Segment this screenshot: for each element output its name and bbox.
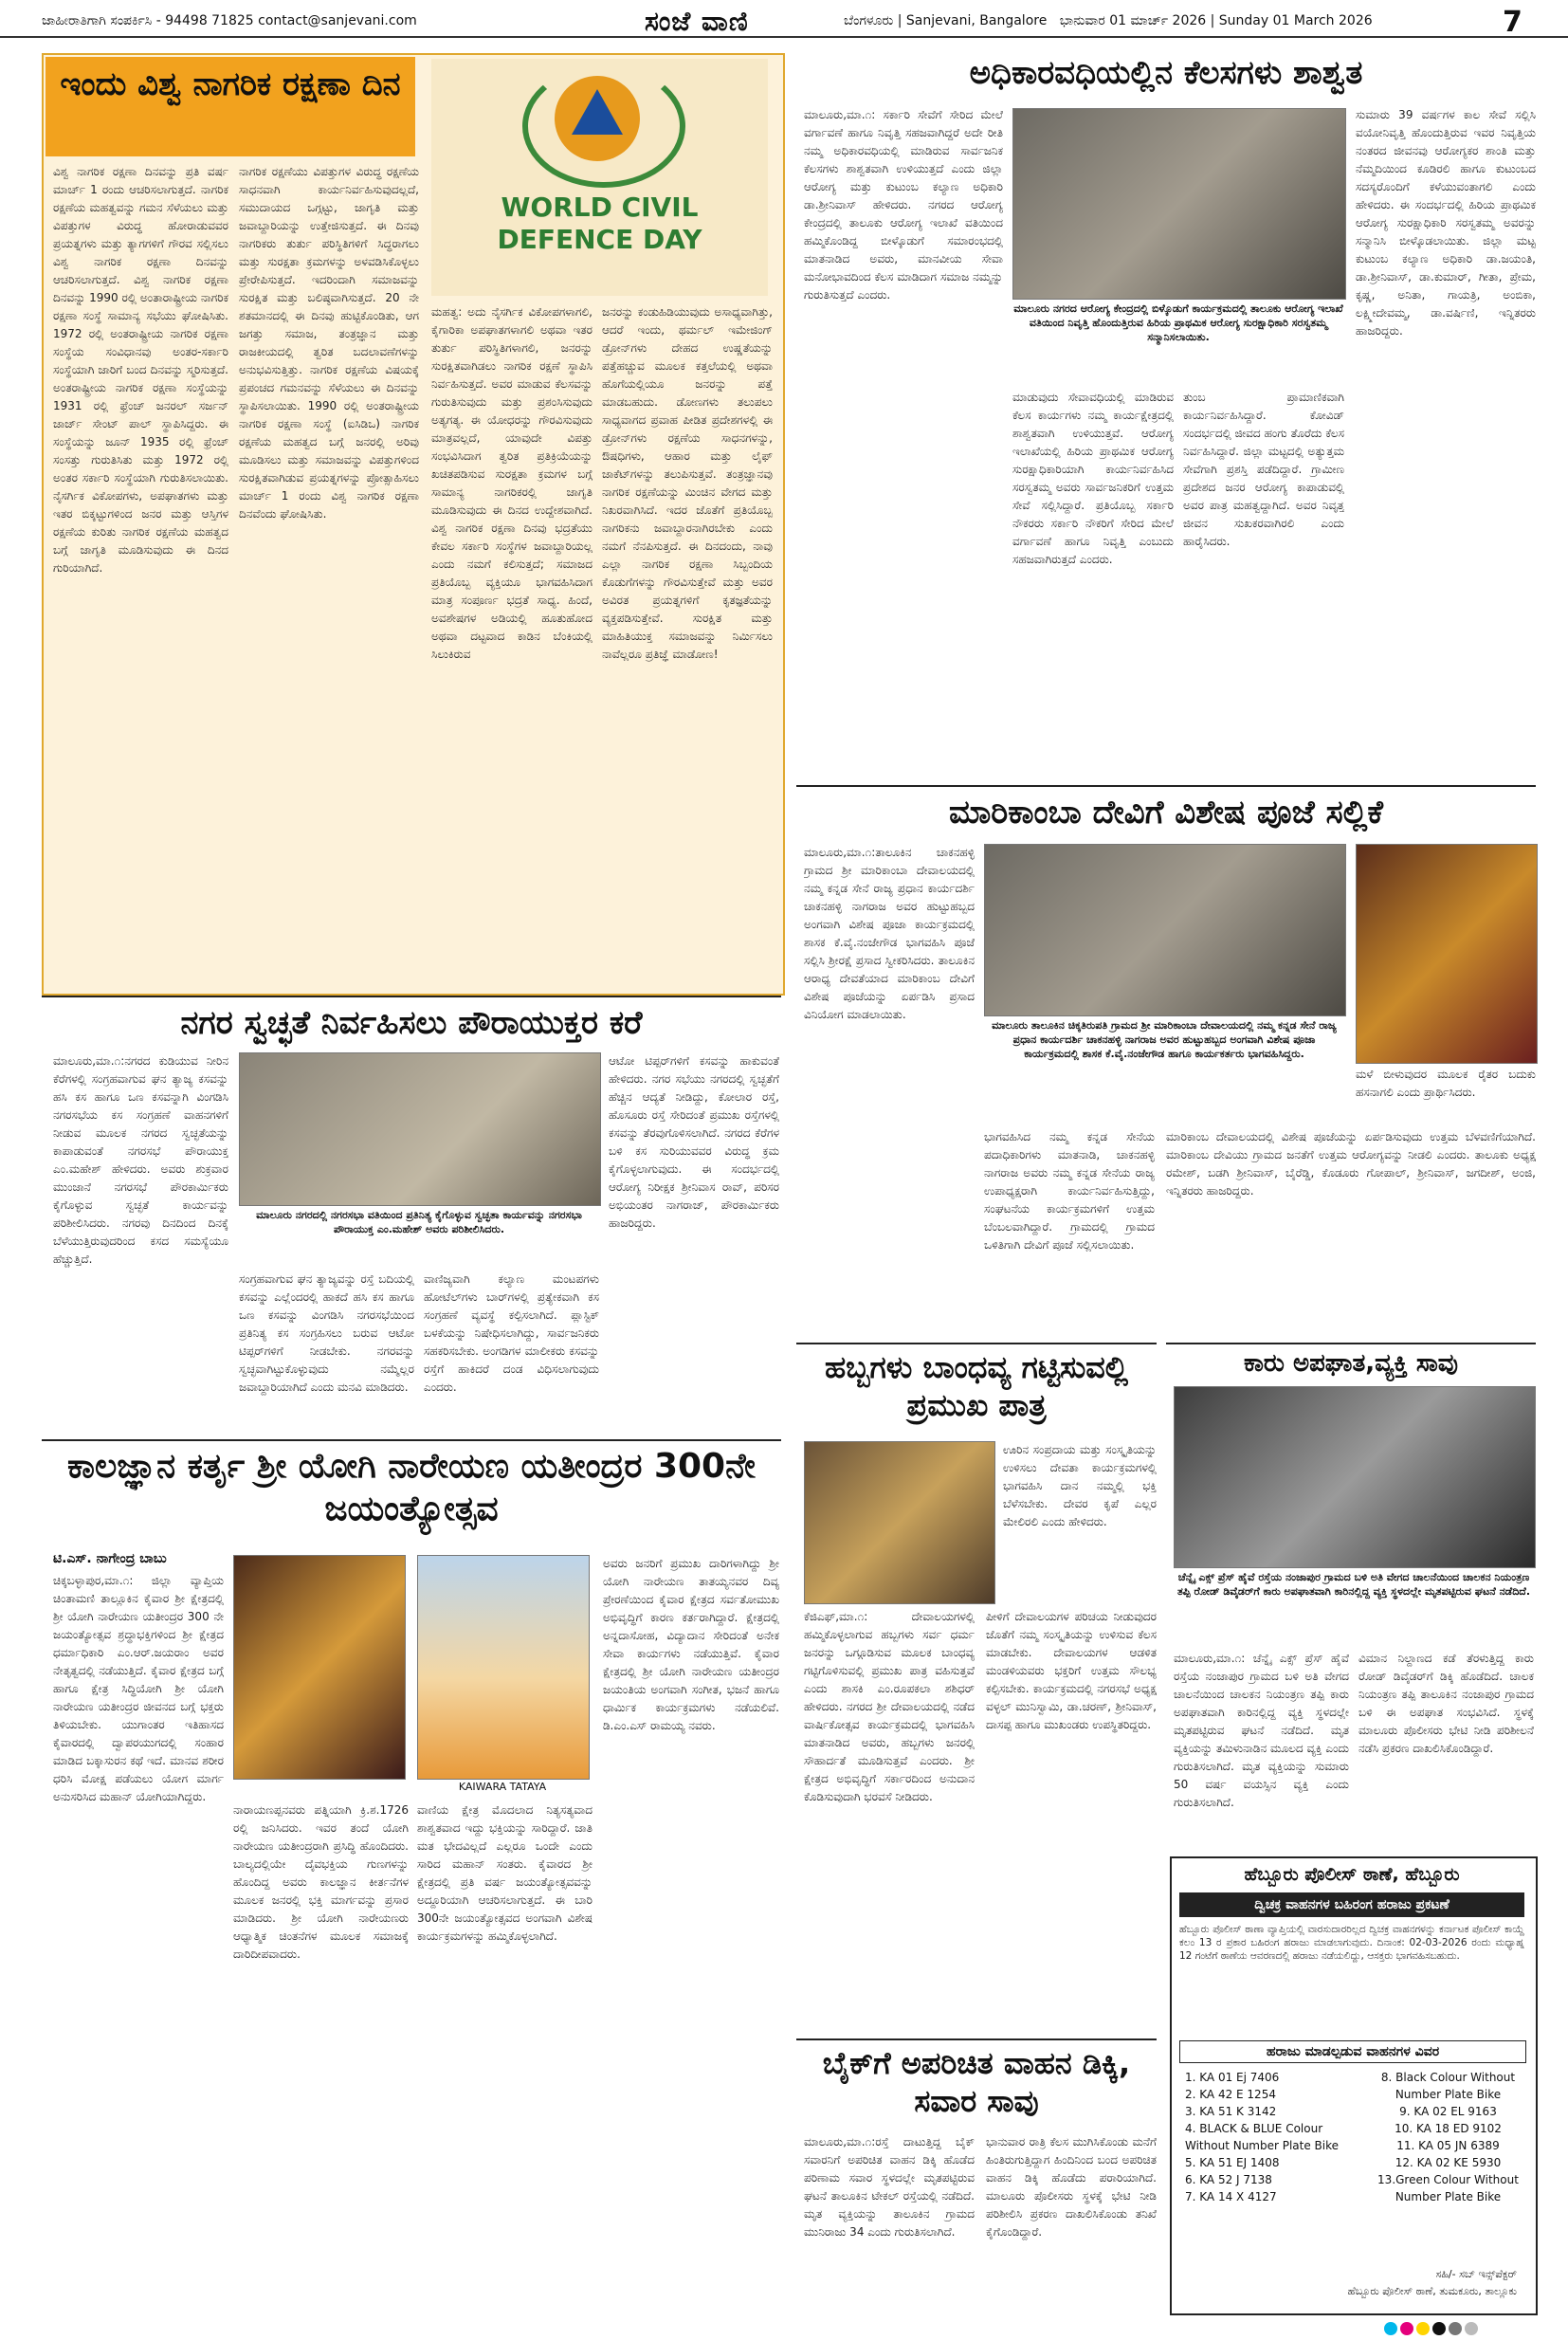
marikamba-col-3: ಮಾರಿಕಾಂಬ ದೇವಾಲಯದಲ್ಲಿ ವಿಶೇಷ ಪೂಜೆಯನ್ನು ಏರ್ಪಡಿಸುವುದು ಉತ್ತಮ ಬೆಳವಣಿಗೆಯಾಗಿದೆ. ಮಾರಿಕಾಂಬ ದೇವಿಯು ಗ್ರಾಮದ ಜನತೆಗೆ ಉತ್ತಮ ಆರೋಗ್ಯವನ್ನು ನೀಡಲಿ ಎಂದರು. ತಾಲೂಕು ಅಧ್ಯಕ್ಷ ರಮೇಶ್, ಬಡಗಿ ಶ್ರೀನಿವಾಸ್, ಬೈರೆಡ್ಡಿ, ಕೊಡೂರು ಗೋಪಾಲ್, ಶ್ರೀನಿವಾಸ್, ಜಗದೀಶ್, ಅಂಜಿ, ಇನ್ನಿತರರು ಹಾಜರಿದ್ದರು. bbox=[1166, 1130, 1536, 1197]
yogi-col-1: ಚಿಕ್ಕಬಳ್ಳಾಪುರ,ಮಾ.೧: ಜಿಲ್ಲಾ ವ್ಯಾಪ್ತಿಯ ಚಿಂತಾಮಣಿ ತಾಲ್ಲೂಕಿನ ಕೈವಾರ ಶ್ರೀ ಕ್ಷೇತ್ರದಲ್ಲಿ ಶ್ರೀ ಯೋಗಿ ನಾರೇಯಣ ಯತೀಂದ್ರರ 300 ನೇ ಜಯಂತ್ಯೋತ್ಸವ ಶ್ರದ್ಧಾಭಕ್ತಿಗಳಿಂದ ಶ್ರೀ ಕ್ಷೇತ್ರದ ಧರ್ಮಾಧಿಕಾರಿ ಎಂ.ಆರ್.ಜಯರಾಂ ಅವರ ನೇತೃತ್ವದಲ್ಲಿ ನಡೆಯುತ್ತಿದೆ. ಕೈವಾರ ಕ್ಷೇತ್ರದ ಬಗ್ಗೆ ಹಾಗೂ ಕ್ಷೇತ್ರ ಸಿದ್ಧಿಯೋಗಿ ಶ್ರೀ ಯೋಗಿ ನಾರೇಯಣ ಯತೀಂದ್ರರ ಜೀವನದ ಬಗ್ಗೆ ಭಕ್ತರು ತಿಳಿಯಬೇಕು. ಯುಗಾಂತರ ಇತಿಹಾಸದ ಕೈವಾರದಲ್ಲಿ ದ್ವಾಪರಯುಗದಲ್ಲಿ ಸಂಹಾರ ಮಾಡಿದ ಬಕ್ಕಾಸುರನ ಕಥೆ ಇದೆ. ಮಾನವ ಶರೀರ ಧರಿಸಿ ಮೋಕ್ಷ ಪಡೆಯಲು ಯೋಗ ಮಾರ್ಗ ಅನುಸರಿಸಿದ ಮಹಾನ್ ಯೋಗಿಯಾಗಿದ್ದರು. bbox=[53, 1574, 224, 1803]
vehicle-item: 10. KA 18 ED 9102 bbox=[1395, 2122, 1502, 2135]
city: ಬೆಂಗಳೂರು | Sanjevani, Bangalore bbox=[844, 13, 1048, 28]
vehicle-item: 7. KA 14 X 4127 bbox=[1185, 2190, 1277, 2203]
sanitation-col-1: ಮಾಲೂರು,ಮಾ.೧:ನಗರದ ಕುಡಿಯುವ ನೀರಿನ ಕೆರೆಗಳಲ್ಲಿ ಸಂಗ್ರಹವಾಗುವ ಘನ ತ್ಯಾಜ್ಯ ಕಸವನ್ನು ಹಸಿ ಕಸ ಹಾಗೂ ಒಣ ಕಸವನ್ನಾಗಿ ವಿಂಗಡಿಸಿ ನಗರಸಭೆಯ ಕಸ ಸಂಗ್ರಹಣೆ ವಾಹನಗಳಿಗೆ ನೀಡುವ ಮೂಲಕ ನಗರದ ಸ್ವಚ್ಛತೆಯನ್ನು ಕಾಪಾಡುವಂತೆ ನಗರಸಭೆ ಪೌರಾಯುಕ್ತ ಎಂ.ಮಹೇಶ್ ಹೇಳಿದರು. ಅವರು ಶುಕ್ರವಾರ ಮುಂಜಾನೆ ನಗರಸಭೆ ಪೌರಕಾರ್ಮಿಕರು ಕೈಗೊಳ್ಳುವ ಸ್ವಚ್ಛತೆ ಕಾರ್ಯವನ್ನು ಪರಿಶೀಲಿಸಿದರು. ನಗರವು ದಿನದಿಂದ ದಿನಕ್ಕೆ ಬೆಳೆಯುತ್ತಿರುವುದರಿಂದ ಕಸದ ಸಮಸ್ಯೆಯೂ ಹೆಚ್ಚುತ್ತಿದೆ. bbox=[53, 1054, 228, 1266]
car-accident-photo bbox=[1174, 1386, 1536, 1568]
authority-headline: ಅಧಿಕಾರವಧಿಯಲ್ಲಿನ ಕೆಲಸಗಳು ಶಾಶ್ವತ bbox=[969, 54, 1363, 92]
vehicle-item: 9. KA 02 EL 9163 bbox=[1399, 2105, 1497, 2118]
vehicle-item: 4. BLACK & BLUE Colour Without Number Plate Bike bbox=[1185, 2122, 1340, 2152]
emblem-text: WORLD CIVIL DEFENCE DAY bbox=[497, 192, 702, 255]
auction-station: ಹೆಬ್ಬೂರು ಪೊಲೀಸ್ ಠಾಣೆ, ತುಮಕೂರು, ತಾಲ್ಲೂಕು bbox=[1347, 2285, 1517, 2297]
portrait-caption: KAIWARA TATAYA bbox=[458, 1781, 547, 1793]
civil-defence-triangle-icon bbox=[555, 76, 640, 161]
festivals-col-1: ಕೆಜಿಎಫ್,ಮಾ.೧: ದೇವಾಲಯಗಳಲ್ಲಿ ಹಮ್ಮಿಕೊಳ್ಳಲಾಗುವ ಹಬ್ಬಗಳು ಸರ್ವ ಧರ್ಮ ಜನರನ್ನು ಒಗ್ಗೂಡಿಸುವ ಮೂಲಕ ಬಾಂಧವ್ಯ ಗಟ್ಟಿಗೊಳಿಸುವಲ್ಲಿ ಪ್ರಮುಖ ಪಾತ್ರ ವಹಿಸುತ್ತವೆ ಎಂದು ಶಾಸಕಿ ಎಂ.ರೂಪಕಲಾ ಶಶಿಧರ್ ಹೇಳಿದರು. ನಗರದ ಶ್ರೀ ದೇವಾಲಯದಲ್ಲಿ ನಡೆದ ವಾರ್ಷಿಕೋತ್ಸವ ಕಾರ್ಯಕ್ರಮದಲ್ಲಿ ಭಾಗವಹಿಸಿ ಮಾತನಾಡಿದ ಅವರು, ಹಬ್ಬಗಳು ಜನರಲ್ಲಿ ಸೌಹಾರ್ದತೆ ಮೂಡಿಸುತ್ತವೆ ಎಂದರು. ಶ್ರೀ ಕ್ಷೇತ್ರದ ಅಭಿವೃದ್ಧಿಗೆ ಸರ್ಕಾರದಿಂದ ಅನುದಾನ ಕೊಡಿಸುವುದಾಗಿ ಭರವಸೆ ನೀಡಿದರು. bbox=[804, 1610, 975, 1803]
festivals-col-2: ಪೀಳಿಗೆ ದೇವಾಲಯಗಳ ಪರಿಚಯ ನೀಡುವುದರ ಜೊತೆಗೆ ನಮ್ಮ ಸಂಸ್ಕೃತಿಯನ್ನು ಉಳಿಸುವ ಕೆಲಸ ಮಾಡಬೇಕು. ದೇವಾಲಯಗಳ ಆಡಳಿತ ಮಂಡಳಿಯವರು ಭಕ್ತರಿಗೆ ಉತ್ತಮ ಸೌಲಭ್ಯ ಕಲ್ಪಿಸಬೇಕು. ಕಾರ್ಯಕ್ರಮದಲ್ಲಿ ನಗರಸಭೆ ಅಧ್ಯಕ್ಷ ವಳ್ಳಲ್ ಮುನಿಸ್ವಾಮಿ, ಡಾ.ಚರಣ್, ಶ್ರೀನಿವಾಸ್, ದಾಸಪ್ಪ ಹಾಗೂ ಮುಖಂಡರು ಉಪಸ್ಥಿತರಿದ್ದರು. bbox=[986, 1610, 1157, 1731]
civil-defence-col-4: ಜನರನ್ನು ಕಂಡುಹಿಡಿಯುವುದು ಅಸಾಧ್ಯವಾಗಿತ್ತು, ಆದರೆ ಇಂದು, ಥರ್ಮಲ್ ಇಮೇಜಿಂಗ್ ಡ್ರೋನ್‌ಗಳು ದೇಹದ ಉಷ್ಣತೆಯನ್ನು ಪತ್ತೆಹಚ್ಚುವ ಮೂಲಕ ಕತ್ತಲೆಯಲ್ಲಿ ಅಥವಾ ಹೊಗೆಯಲ್ಲಿಯೂ ಜನರನ್ನು ಪತ್ತೆ ಮಾಡಬಹುದು. ಡೋಣಗಳು ತಲುಪಲು ಸಾಧ್ಯವಾಗದ ಪ್ರವಾಹ ಪೀಡಿತ ಪ್ರದೇಶಗಳಲ್ಲಿ ಈ ಡ್ರೋನ್‌ಗಳು ರಕ್ಷಣೆಯ ಸಾಧನಗಳನ್ನು, ಔಷಧಿಗಳು, ಆಹಾರ ಮತ್ತು ಲೈಫ್ ಜಾಕೆಟ್‌ಗಳನ್ನು ತಲುಪಿಸುತ್ತವೆ. ತಂತ್ರಜ್ಞಾನವು ನಾಗರಿಕ ರಕ್ಷಣೆಯನ್ನು ಮಿಂಚಿನ ವೇಗದ ಮತ್ತು ನಿಖರವಾಗಿಸಿದೆ. ಇದರ ಜೊತೆಗೆ ಪ್ರತಿಯೊಬ್ಬ ನಾಗರಿಕನು ಜವಾಬ್ದಾರನಾಗಿರಬೇಕು ಎಂದು ನಮಗೆ ನೆನಪಿಸುತ್ತದೆ. ಈ ದಿನದಂದು, ನಾವು ಎಲ್ಲಾ ನಾಗರಿಕ ರಕ್ಷಣಾ ಸಿಬ್ಬಂದಿಯ ಕೊಡುಗೆಗಳನ್ನು ಗೌರವಿಸುತ್ತೇವೆ ಮತ್ತು ಅವರ ಅವಿರತ ಪ್ರಯತ್ನಗಳಿಗೆ ಕೃತಜ್ಞತೆಯನ್ನು ವ್ಯಕ್ತಪಡಿಸುತ್ತೇವೆ. ಸುರಕ್ಷಿತ ಮತ್ತು ಮಾಹಿತಿಯುಕ್ತ ಸಮಾಜವನ್ನು ನಿರ್ಮಿಸಲು ನಾವೆಲ್ಲರೂ ಪ್ರತಿಜ್ಞೆ ಮಾಡೋಣ! bbox=[602, 305, 773, 661]
sanitation-col-4: ಆಟೋ ಟಿಪ್ಪರ್‌ಗಳಿಗೆ ಕಸವನ್ನು ಹಾಕುವಂತೆ ಹೇಳಿದರು. ನಗರ ಸಭೆಯು ನಗರದಲ್ಲಿ ಸ್ವಚ್ಛತೆಗೆ ಹೆಚ್ಚಿನ ಆದ್ಯತೆ ನೀಡಿದ್ದು, ಕೋಲಾರ ರಸ್ತೆ, ಹೊಸೂರು ರಸ್ತೆ ಸೇರಿದಂತೆ ಪ್ರಮುಖ ರಸ್ತೆಗಳಲ್ಲಿ ಕಸವನ್ನು ತೆರವುಗೊಳಿಸಲಾಗಿದೆ. ನಗರದ ಕೆರೆಗಳ ಬಳಿ ಕಸ ಸುರಿಯುವವರ ವಿರುದ್ಧ ಕ್ರಮ ಕೈಗೊಳ್ಳಲಾಗುವುದು. ಈ ಸಂದರ್ಭದಲ್ಲಿ ಆರೋಗ್ಯ ನಿರೀಕ್ಷಕ ಶ್ರೀನಿವಾಸ ರಾವ್, ಪರಿಸರ ಅಭಿಯಂತರ ನಾಗರಾಜ್, ಪೌರಕಾರ್ಮಿಕರು ಹಾಜರಿದ್ದರು. bbox=[609, 1054, 779, 1230]
bike-col-1: ಮಾಲೂರು,ಮಾ.೧:ರಸ್ತೆ ದಾಟುತ್ತಿದ್ದ ಬೈಕ್ ಸವಾರನಿಗೆ ಅಪರಿಚಿತ ವಾಹನ ಡಿಕ್ಕಿ ಹೊಡೆದ ಪರಿಣಾಮ ಸವಾರ ಸ್ಥಳದಲ್ಲೇ ಮೃತಪಟ್ಟಿರುವ ಘಟನೆ ತಾಲೂಕಿನ ಟೇಕಲ್ ರಸ್ತೆಯಲ್ಲಿ ನಡೆದಿದೆ. ಮೃತ ವ್ಯಕ್ತಿಯನ್ನು ತಾಲೂಕಿನ ಗ್ರಾಮದ ಮುನಿರಾಜು 34 ಎಂದು ಗುರುತಿಸಲಾಗಿದೆ. bbox=[804, 2135, 975, 2239]
civil-defence-col-3: ಮಹತ್ವ: ಅದು ನೈಸರ್ಗಿಕ ವಿಕೋಪಗಳಾಗಲಿ, ಕೈಗಾರಿಕಾ ಅಪಘಾತಗಳಾಗಲಿ ಅಥವಾ ಇತರ ತುರ್ತು ಪರಿಸ್ಥಿತಿಗಳಾಗಲಿ, ಜನರನ್ನು ಸುರಕ್ಷಿತವಾಗಿಡಲು ನಾಗರಿಕ ರಕ್ಷಣೆ ಸ್ಥಾಪಿಸಿ ನಿರ್ವಹಿಸುತ್ತದೆ. ಅವರ ಮಾಡುವ ಕೆಲಸವನ್ನು ಗುರುತಿಸುವುದು ಮತ್ತು ಪ್ರಶಂಸಿಸುವುದು ಅತ್ಯಗತ್ಯ. ಈ ಯೋಧರನ್ನು ಗೌರವಿಸುವುದು ಮಾತ್ರವಲ್ಲದೆ, ಯಾವುದೇ ವಿಪತ್ತು ಸಂಭವಿಸಿದಾಗ ತ್ವರಿತ ಪ್ರತಿಕ್ರಿಯೆಯನ್ನು ಖಚಿತಪಡಿಸುವ ಸುರಕ್ಷತಾ ಕ್ರಮಗಳ ಬಗ್ಗೆ ಸಾಮಾನ್ಯ ನಾಗರಿಕರಲ್ಲಿ ಜಾಗೃತಿ ಮೂಡಿಸುವುದು ಈ ದಿನದ ಉದ್ದೇಶವಾಗಿದೆ. ವಿಶ್ವ ನಾಗರಿಕ ರಕ್ಷಣಾ ದಿನವು ಭದ್ರತೆಯು ಕೇವಲ ಸರ್ಕಾರಿ ಸಂಸ್ಥೆಗಳ ಜವಾಬ್ದಾರಿಯಲ್ಲ ಎಂದು ನಮಗೆ ಕಲಿಸುತ್ತದೆ; ಸಮಾಜದ ಪ್ರತಿಯೊಬ್ಬ ವ್ಯಕ್ತಿಯೂ ಭಾಗವಹಿಸಿದಾಗ ಮಾತ್ರ ಸಂಪೂರ್ಣ ಭದ್ರತೆ ಸಾಧ್ಯ. ಹಿಂದೆ, ಅವಶೇಷಗಳ ಅಡಿಯಲ್ಲಿ ಹೂತುಹೋದ ಅಥವಾ ದಟ್ಟವಾದ ಕಾಡಿನ ಬೆಂಕಿಯಲ್ಲಿ ಸಿಲುಕಿರುವ bbox=[431, 305, 593, 661]
city-date-line bbox=[844, 13, 1373, 28]
marikamba-col-1: ಮಾಲೂರು,ಮಾ.೧:ತಾಲೂಕಿನ ಚಾಕನಹಳ್ಳಿ ಗ್ರಾಮದ ಶ್ರೀ ಮಾರಿಕಾಂಬಾ ದೇವಾಲಯದಲ್ಲಿ ನಮ್ಮ ಕನ್ನಡ ಸೇನೆ ರಾಜ್ಯ ಪ್ರಧಾನ ಕಾರ್ಯದರ್ಶಿ ಚಾಕನಹಳ್ಳಿ ನಾಗರಾಜ ಅವರ ಹುಟ್ಟುಹಬ್ಬದ ಅಂಗವಾಗಿ ವಿಶೇಷ ಪೂಜಾ ಕಾರ್ಯಕ್ರಮದಲ್ಲಿ ಶಾಸಕ ಕೆ.ವೈ.ನಂಜೇಗೌಡ ಭಾಗವಹಿಸಿ ಪೂಜೆ ಸಲ್ಲಿಸಿ ಶ್ರೀರಕ್ಷೆ ಪ್ರಸಾದ ಸ್ವೀಕರಿಸಿದರು. ತಾಲೂಕಿನ ಆರಾಧ್ಯ ದೇವತೆಯಾದ ಮಾರಿಕಾಂಬ ದೇವಿಗೆ ವಿಶೇಷ ಪೂಜೆಯನ್ನು ಏರ್ಪಡಿಸಿ ಪ್ರಸಾದ ವಿನಿಯೋಗ ಮಾಡಲಾಯಿತು. bbox=[804, 846, 975, 1021]
yogi-col-3: ವಾಣಿಯ ಕ್ಷೇತ್ರ ಮೊದಲಾದ ನಿತ್ಯಸತ್ಯವಾದ ಶಾಶ್ವತವಾದ ಇದ್ದು ಭಕ್ತಿಯನ್ನು ಸಾರಿದ್ದಾರೆ. ಜಾತಿ ಮತ ಭೇದವಿಲ್ಲದೆ ಎಲ್ಲರೂ ಒಂದೇ ಎಂದು ಸಾರಿದ ಮಹಾನ್ ಸಂತರು. ಕೈವಾರದ ಶ್ರೀ ಕ್ಷೇತ್ರದಲ್ಲಿ ಪ್ರತಿ ವರ್ಷ ಜಯಂತ್ಯೋತ್ಸವವನ್ನು ಅದ್ದೂರಿಯಾಗಿ ಆಚರಿಸಲಾಗುತ್ತದೆ. ಈ ಬಾರಿ 300ನೇ ಜಯಂತ್ಯೋತ್ಸವದ ಅಂಗವಾಗಿ ವಿಶೇಷ ಕಾರ್ಯಕ್ರಮಗಳನ್ನು ಹಮ್ಮಿಕೊಳ್ಳಲಾಗಿದೆ. bbox=[417, 1803, 593, 1943]
vehicle-item: 11. KA 05 JN 6389 bbox=[1396, 2139, 1500, 2152]
sanitation-caption: ಮಾಲೂರು ನಗರದಲ್ಲಿ ನಗರಸಭಾ ವತಿಯಿಂದ ಪ್ರತಿನಿತ್ಯ ಕೈಗೊಳ್ಳುವ ಸ್ವಚ್ಛತಾ ಕಾರ್ಯವನ್ನು ನಗರಸಭಾ ಪೌರಾಯುಕ್ತ ಎಂ.ಮಹೇಶ್ ಅವರು ಪರಿಶೀಲಿಸಿದರು. bbox=[256, 1209, 582, 1235]
authority-photo bbox=[1012, 108, 1346, 300]
yogi-headline: ಕಾಲಜ್ಞಾನ ಕರ್ತೃ ಶ್ರೀ ಯೋಗಿ ನಾರೇಯಣ ಯತೀಂದ್ರರ 300ನೇ ಜಯಂತ್ಯೋತ್ಸವ bbox=[67, 1447, 756, 1528]
authority-col-3: ತುಂಬ ಪ್ರಾಮಾಣಿಕವಾಗಿ ಕಾರ್ಯನಿರ್ವಹಿಸಿದ್ದಾರೆ. ಕೋವಿಡ್ ಸಂದರ್ಭದಲ್ಲಿ ಜೀವದ ಹಂಗು ತೊರೆದು ಕೆಲಸ ನಿರ್ವಹಿಸಿದ್ದಾರೆ. ಜಿಲ್ಲಾ ಮಟ್ಟದಲ್ಲಿ ಅತ್ಯುತ್ತಮ ಸೇವೆಗಾಗಿ ಪ್ರಶಸ್ತಿ ಪಡೆದಿದ್ದಾರೆ. ಗ್ರಾಮೀಣ ಪ್ರದೇಶದ ಜನರ ಆರೋಗ್ಯ ಕಾಪಾಡುವಲ್ಲಿ ಅವರ ಪಾತ್ರ ಮಹತ್ವದ್ದಾಗಿದೆ. ಅವರ ನಿವೃತ್ತ ಜೀವನ ಸುಖಕರವಾಗಿರಲಿ ಎಂದು ಹಾರೈಸಿದರು. bbox=[1183, 391, 1344, 548]
vehicle-item: 3. KA 51 K 3142 bbox=[1185, 2105, 1277, 2118]
car-caption: ಚೆನ್ನೈ ಎಕ್ಸ್ ಪ್ರೆಸ್ ಹೈವೆ ರಸ್ತೆಯ ನಂಜಾಪುರ ಗ್ರಾಮದ ಬಳಿ ಅತಿ ವೇಗದ ಚಾಲನೆಯಿಂದ ಚಾಲಕನ ನಿಯಂತ್ರಣ ತಪ್ಪಿ ರೋಡ್ ಡಿವೈಡರ್‌ಗೆ ಕಾರು ಅಪಘಾತವಾಗಿ ಕಾರಿನಲ್ಲಿದ್ದ ವ್ಯಕ್ತಿ ಸ್ಥಳದಲ್ಲೇ ಮೃತಪಟ್ಟಿರುವ ಘಟನೆ ನಡೆದಿದೆ. bbox=[1176, 1571, 1531, 1598]
yogi-portrait bbox=[417, 1555, 590, 1780]
vehicle-item: 6. KA 52 J 7138 bbox=[1185, 2173, 1272, 2186]
authority-col-2: ಮಾಡುವುದು ಸೇವಾವಧಿಯಲ್ಲಿ ಮಾಡಿರುವ ಕೆಲಸ ಕಾರ್ಯಗಳು ನಮ್ಮ ಕಾರ್ಯಕ್ಷೇತ್ರದಲ್ಲಿ ಶಾಶ್ವತವಾಗಿ ಉಳಿಯುತ್ತವೆ. ಆರೋಗ್ಯ ಇಲಾಖೆಯಲ್ಲಿ ಹಿರಿಯ ಪ್ರಾಥಮಿಕ ಆರೋಗ್ಯ ಸುರಕ್ಷಾಧಿಕಾರಿಯಾಗಿ ಕಾರ್ಯನಿರ್ವಹಿಸಿದ ಸರಸ್ವತಮ್ಮ ಅವರು ಸಾರ್ವಜನಿಕರಿಗೆ ಉತ್ತಮ ಸೇವೆ ಸಲ್ಲಿಸಿದ್ದಾರೆ. ಪ್ರತಿಯೊಬ್ಬ ಸರ್ಕಾರಿ ನೌಕರರು ಸರ್ಕಾರಿ ನೌಕರಿಗೆ ಸೇರಿದ ಮೇಲೆ ವರ್ಗಾವಣೆ ಹಾಗೂ ನಿವೃತ್ತಿ ಎಂಬುದು ಸಹಜವಾಗಿರುತ್ತದೆ ಎಂದರು. bbox=[1012, 391, 1174, 566]
auction-list-title: ಹರಾಜು ಮಾಡಲ್ಪಡುವ ವಾಹನಗಳ ವಿವರ bbox=[1179, 2040, 1526, 2063]
bike-col-2: ಭಾನುವಾರ ರಾತ್ರಿ ಕೆಲಸ ಮುಗಿಸಿಕೊಂಡು ಮನೆಗೆ ಹಿಂತಿರುಗುತ್ತಿದ್ದಾಗ ಹಿಂದಿನಿಂದ ಬಂದ ಅಪರಿಚಿತ ವಾಹನ ಡಿಕ್ಕಿ ಹೊಡೆದು ಪರಾರಿಯಾಗಿದೆ. ಮಾಲೂರು ಪೊಲೀಸರು ಸ್ಥಳಕ್ಕೆ ಭೇಟಿ ನೀಡಿ ಪರಿಶೀಲಿಸಿ ಪ್ರಕರಣ ದಾಖಲಿಸಿಕೊಂಡು ತನಿಖೆ ಕೈಗೊಂಡಿದ್ದಾರೆ. bbox=[986, 2135, 1157, 2239]
authority-col-1: ಮಾಲೂರು,ಮಾ.೧: ಸರ್ಕಾರಿ ಸೇವೆಗೆ ಸೇರಿದ ಮೇಲೆ ವರ್ಗಾವಣೆ ಹಾಗೂ ನಿವೃತ್ತಿ ಸಹಜವಾಗಿದ್ದರೆ ಅದೇ ರೀತಿ ನಮ್ಮ ಅಧಿಕಾರವಧಿಯಲ್ಲಿ ಮಾಡಿರುವ ಸಾರ್ವಜನಿಕ ಕೆಲಸಗಳು ಶಾಶ್ವತವಾಗಿ ಉಳಿಯುತ್ತದೆ ಎಂದು ಜಿಲ್ಲಾ ಆರೋಗ್ಯ ಮತ್ತು ಕುಟುಂಬ ಕಲ್ಯಾಣ ಅಧಿಕಾರಿ ಡಾ.ಶ್ರೀನಿವಾಸ್ ಹೇಳಿದರು. ನಗರದ ಆರೋಗ್ಯ ಕೇಂದ್ರದಲ್ಲಿ ತಾಲೂಕು ಆರೋಗ್ಯ ಇಲಾಖೆ ವತಿಯಿಂದ ಹಮ್ಮಿಕೊಂಡಿದ್ದ ಬೀಳ್ಕೊಡುಗೆ ಸಮಾರಂಭದಲ್ಲಿ ಮಾತನಾಡಿದ ಅವರು, ಮಾನವೀಯ ಸೇವಾ ಮನೋಭಾವದಿಂದ ಕೆಲಸ ಮಾಡಿದಾಗ ಸಮಾಜ ನಮ್ಮನ್ನು ಗುರುತಿಸುತ್ತದೆ ಎಂದರು. bbox=[804, 108, 1003, 302]
yogi-idol-photo bbox=[233, 1555, 406, 1780]
yogi-col-2: ನಾರಾಯಣಪ್ಪನವರು ಪತ್ನಿಯಾಗಿ ಕ್ರಿ.ಶ.1726 ರಲ್ಲಿ ಜನಿಸಿದರು. ಇವರ ತಂದೆ ಯೋಗಿ ನಾರೇಯಣ ಯತೀಂದ್ರರಾಗಿ ಪ್ರಸಿದ್ಧಿ ಹೊಂದಿದರು. ಬಾಲ್ಯದಲ್ಲಿಯೇ ದೈವಭಕ್ತಿಯ ಗುಣಗಳನ್ನು ಹೊಂದಿದ್ದ ಅವರು ಕಾಲಜ್ಞಾನ ಕೀರ್ತನೆಗಳ ಮೂಲಕ ಜನರಲ್ಲಿ ಭಕ್ತಿ ಮಾರ್ಗವನ್ನು ಪ್ರಸಾರ ಮಾಡಿದರು. ಶ್ರೀ ಯೋಗಿ ನಾರೇಯಣರು ಆಧ್ಯಾತ್ಮಿಕ ಚಿಂತನೆಗಳ ಮೂಲಕ ಸಮಾಜಕ್ಕೆ ದಾರಿದೀಪವಾದರು. bbox=[233, 1803, 409, 1961]
vehicle-item: 13.Green Colour Without Number Plate Bike bbox=[1377, 2173, 1519, 2203]
auction-signature: ಸಹಿ/- ಸಬ್ ಇನ್ಸ್‌ಪೆಕ್ಟರ್ bbox=[1435, 2268, 1517, 2280]
bike-headline: ಬೈಕ್‌ಗೆ ಅಪರಿಚಿತ ವಾಹನ ಡಿಕ್ಕಿ, ಸವಾರ ಸಾವು bbox=[822, 2045, 1131, 2119]
marikamba-side-caption: ಮಳೆ ಬೀಳುವುದರ ಮೂಲಕ ರೈತರ ಬದುಕು ಹಸನಾಗಲಿ ಎಂದು ಪ್ರಾರ್ಥಿಸಿದರು. bbox=[1356, 1068, 1536, 1099]
contact-line: ಜಾಹೀರಾತಿಗಾಗಿ ಸಂಪರ್ಕಿಸಿ - 94498 71825 contact@sanjevani.com bbox=[42, 13, 417, 28]
civil-defence-emblem bbox=[431, 59, 768, 296]
auction-notice-text: ಹೆಬ್ಬೂರು ಪೊಲೀಸ್ ಠಾಣಾ ವ್ಯಾಪ್ತಿಯಲ್ಲಿ ವಾರಸುದಾರರಿಲ್ಲದ ದ್ವಿಚಕ್ರ ವಾಹನಗಳನ್ನು ಕರ್ನಾಟಕ ಪೊಲೀಸ್ ಕಾಯ್ದೆ ಕಲಂ 13 ರ ಪ್ರಕಾರ ಬಹಿರಂಗ ಹರಾಜು ಮಾಡಲಾಗುವುದು. ದಿನಾಂಕ: 02-03-2026 ರಂದು ಮಧ್ಯಾಹ್ನ 12 ಗಂಟೆಗೆ ಠಾಣೆಯ ಆವರಣದಲ್ಲಿ ಹರಾಜು ನಡೆಯಲಿದ್ದು, ಆಸಕ್ತರು ಭಾಗವಹಿಸಬಹುದು. bbox=[1179, 1924, 1524, 1962]
festivals-headline: ಹಬ್ಬಗಳು ಬಾಂಧವ್ಯ ಗಟ್ಟಿಸುವಲ್ಲಿ ಪ್ರಮುಖ ಪಾತ್ರ bbox=[824, 1349, 1128, 1423]
sanitation-photo bbox=[239, 1052, 601, 1206]
marikamba-caption: ಮಾಲೂರು ತಾಲೂಕಿನ ಚಿಕ್ಕತಿರುಪತಿ ಗ್ರಾಮದ ಶ್ರೀ ಮಾರಿಕಾಂಬಾ ದೇವಾಲಯದಲ್ಲಿ ನಮ್ಮ ಕನ್ನಡ ಸೇನೆ ರಾಜ್ಯ ಪ್ರಧಾನ ಕಾರ್ಯದರ್ಶಿ ಚಾಕನಹಳ್ಳಿ ನಾಗರಾಜ ಅವರ ಹುಟ್ಟುಹಬ್ಬದ ಅಂಗವಾಗಿ ವಿಶೇಷ ಪೂಜಾ ಕಾರ್ಯಕ್ರಮದಲ್ಲಿ ಶಾಸಕ ಕೆ.ವೈ.ನಂಜೇಗೌಡ ಹಾಗೂ ಕಾರ್ಯಕರ್ತರು ಭಾಗವಹಿಸಿದ್ದರು. bbox=[992, 1019, 1337, 1060]
marikamba-headline: ಮಾರಿಕಾಂಬಾ ದೇವಿಗೆ ವಿಶೇಷ ಪೂಜೆ ಸಲ್ಲಿಕೆ bbox=[948, 794, 1384, 832]
auction-list-left bbox=[1185, 2069, 1365, 2205]
sanitation-col-3: ವಾಣಿಜ್ಯವಾಗಿ ಕಲ್ಯಾಣ ಮಂಟಪಗಳು ಹೋಟೆಲ್‌ಗಳು ಬಾರ್‌ಗಳಲ್ಲಿ ಪ್ರತ್ಯೇಕವಾಗಿ ಕಸ ಸಂಗ್ರಹಣೆ ವ್ಯವಸ್ಥೆ ಕಲ್ಪಿಸಲಾಗಿದೆ. ಪ್ಲಾಸ್ಟಿಕ್ ಬಳಕೆಯನ್ನು ನಿಷೇಧಿಸಲಾಗಿದ್ದು, ಸಾರ್ವಜನಿಕರು ಸಹಕರಿಸಬೇಕು. ಅಂಗಡಿಗಳ ಮಾಲೀಕರು ಕಸವನ್ನು ರಸ್ತೆಗೆ ಹಾಕಿದರೆ ದಂಡ ವಿಧಿಸಲಾಗುವುದು ಎಂದರು. bbox=[424, 1272, 599, 1394]
auction-list-right bbox=[1370, 2069, 1526, 2205]
car-col-1: ಮಾಲೂರು,ಮಾ.೧: ಚೆನ್ನೈ ಎಕ್ಸ್ ಪ್ರೆಸ್ ಹೈವೆ ರಸ್ತೆಯ ನಂಜಾಪುರ ಗ್ರಾಮದ ಬಳಿ ಅತಿ ವೇಗದ ಚಾಲನೆಯಿಂದ ಚಾಲಕನ ನಿಯಂತ್ರಣ ತಪ್ಪಿ ಕಾರು ಅಪಘಾತವಾಗಿ ಕಾರಿನಲ್ಲಿದ್ದ ವ್ಯಕ್ತಿ ಸ್ಥಳದಲ್ಲೇ ಮೃತಪಟ್ಟಿರುವ ಘಟನೆ ನಡೆದಿದೆ. ಮೃತ ವ್ಯಕ್ತಿಯನ್ನು ತಮಿಳುನಾಡಿನ ಮೂಲದ ವ್ಯಕ್ತಿ ಎಂದು ಗುರುತಿಸಲಾಗಿದೆ. ಮೃತ ವ್ಯಕ್ತಿಯನ್ನು ಸುಮಾರು 50 ವರ್ಷ ವಯಸ್ಸಿನ ವ್ಯಕ್ತಿ ಎಂದು ಗುರುತಿಸಲಾಗಿದೆ. bbox=[1174, 1652, 1349, 1809]
print-registration-marks bbox=[1384, 2321, 1481, 2339]
auction-subtitle: ದ್ವಿಚಕ್ರ ವಾಹನಗಳ ಬಹಿರಂಗ ಹರಾಜು ಪ್ರಕಟಣೆ bbox=[1179, 1892, 1524, 1917]
vehicle-item: 12. KA 02 KE 5930 bbox=[1395, 2156, 1502, 2169]
yogi-col-4: ಅವರು ಜನರಿಗೆ ಪ್ರಮುಖ ದಾರಿಗಳಾಗಿದ್ದು ಶ್ರೀ ಯೋಗಿ ನಾರೇಯಣ ತಾತಯ್ಯನವರ ದಿವ್ಯ ಪ್ರೇರಣೆಯಿಂದ ಕೈವಾರ ಕ್ಷೇತ್ರದ ಸರ್ವತೋಮುಖ ಅಭಿವೃದ್ಧಿಗೆ ಕಾರಣ ಕರ್ತರಾಗಿದ್ದಾರೆ. ಕ್ಷೇತ್ರದಲ್ಲಿ ಅನ್ನದಾಸೋಹ, ವಿದ್ಯಾದಾನ ಸೇರಿದಂತೆ ಅನೇಕ ಸೇವಾ ಕಾರ್ಯಗಳು ನಡೆಯುತ್ತಿವೆ. ಕೈವಾರ ಕ್ಷೇತ್ರದಲ್ಲಿ ಶ್ರೀ ಯೋಗಿ ನಾರೇಯಣ ಯತೀಂದ್ರರ ಜಯಂತಿಯ ಅಂಗವಾಗಿ ಸಂಗೀತ, ಭಜನೆ ಹಾಗೂ ಧಾರ್ಮಿಕ ಕಾರ್ಯಕ್ರಮಗಳು ನಡೆಯಲಿವೆ. ಡಿ.ಎಂ.ಎಸ್ ರಾಮಯ್ಯ ನವರು. bbox=[603, 1557, 779, 1732]
masthead bbox=[0, 0, 1568, 38]
festivals-photo bbox=[804, 1441, 995, 1604]
sanitation-headline: ನಗರ ಸ್ವಚ್ಛತೆ ನಿರ್ವಹಿಸಲು ಪೌರಾಯುಕ್ತರ ಕರೆ bbox=[180, 1004, 643, 1042]
goddess-photo bbox=[1356, 844, 1538, 1064]
vehicle-item: 1. KA 01 Ej 7406 bbox=[1185, 2071, 1280, 2084]
authority-col-4: ಸುಮಾರು 39 ವರ್ಷಗಳ ಕಾಲ ಸೇವೆ ಸಲ್ಲಿಸಿ ವಯೋನಿವೃತ್ತಿ ಹೊಂದುತ್ತಿರುವ ಇವರ ನಿವೃತ್ತಿಯ ನಂತರದ ಜೀವನವು ಆರೋಗ್ಯಕರ ಶಾಂತಿ ಮತ್ತು ನೆಮ್ಮದಿಯಿಂದ ಕೂಡಿರಲಿ ಹಾಗೂ ಕುಟುಂಬದ ಸದಸ್ಯರೊಂದಿಗೆ ಕಳೆಯುವಂತಾಗಲಿ ಎಂದು ಹೇಳಿದರು. ಈ ಸಂದರ್ಭದಲ್ಲಿ ಹಿರಿಯ ಪ್ರಾಥಮಿಕ ಆರೋಗ್ಯ ಸುರಕ್ಷಾಧಿಕಾರಿ ಸರಸ್ವತಮ್ಮ ಅವರನ್ನು ಸನ್ಮಾನಿಸಿ ಬೀಳ್ಕೊಡಲಾಯಿತು. ಜಿಲ್ಲಾ ಮಟ್ಟ ಕುಟುಂಬ ಕಲ್ಯಾಣ ಅಧಿಕಾರಿ ಡಾ.ಜಯಂತಿ, ಡಾ.ಶ್ರೀನಿವಾಸ್, ಡಾ.ಕುಮಾರ್, ಗೀತಾ, ಪ್ರೇಮ, ಕೃಷ್ಣ, ಅನಿತಾ, ಗಾಯತ್ರಿ, ಅಂಬಿಕಾ, ಲಕ್ಷ್ಮೀದೇವಮ್ಮ, ಡಾ.ವರ್ಷಿಣಿ, ಇನ್ನಿತರರು ಹಾಜರಿದ್ದರು. bbox=[1356, 108, 1536, 338]
newspaper-logo: ಸಂಜೆ ವಾಣಿ bbox=[645, 6, 749, 37]
civil-defence-headline: ಇಂದು ವಿಶ್ವ ನಾಗರಿಕ ರಕ್ಷಣಾ ದಿನ bbox=[46, 57, 415, 156]
marikamba-col-2: ಭಾಗವಹಿಸಿದ ನಮ್ಮ ಕನ್ನಡ ಸೇನೆಯ ಪದಾಧಿಕಾರಿಗಳು ಮಾತನಾಡಿ, ಚಾಕನಹಳ್ಳಿ ನಾಗರಾಜ ಅವರು ನಮ್ಮ ಕನ್ನಡ ಸೇನೆಯ ರಾಜ್ಯ ಉಪಾಧ್ಯಕ್ಷರಾಗಿ ಕಾರ್ಯನಿರ್ವಹಿಸುತ್ತಿದ್ದು, ಸಂಘಟನೆಯ ಕಾರ್ಯಕ್ರಮಗಳಿಗೆ ಉತ್ತಮ ಬೆಂಬಲವಾಗಿದ್ದಾರೆ. ಗ್ರಾಮದಲ್ಲಿ ಗ್ರಾಮದ ಒಳಿತಿಗಾಗಿ ದೇವಿಗೆ ಪೂಜೆ ಸಲ್ಲಿಸಲಾಯಿತು. bbox=[984, 1130, 1155, 1252]
car-col-2: ವಿಮಾನ ನಿಲ್ದಾಣದ ಕಡೆ ತೆರಳುತ್ತಿದ್ದ ಕಾರು ರೋಡ್ ಡಿವೈಡರ್‌ಗೆ ಡಿಕ್ಕಿ ಹೊಡೆದಿದೆ. ಚಾಲಕ ನಿಯಂತ್ರಣ ತಪ್ಪಿ ತಾಲೂಕಿನ ನಂಜಾಪುರ ಗ್ರಾಮದ ಬಳಿ ಈ ಅಪಘಾತ ಸಂಭವಿಸಿದೆ. ಸ್ಥಳಕ್ಕೆ ಮಾಲೂರು ಪೊಲೀಸರು ಭೇಟಿ ನೀಡಿ ಪರಿಶೀಲನೆ ನಡೆಸಿ ಪ್ರಕರಣ ದಾಖಲಿಸಿಕೊಂಡಿದ್ದಾರೆ. bbox=[1358, 1652, 1534, 1755]
civil-defence-col-1: ವಿಶ್ವ ನಾಗರಿಕ ರಕ್ಷಣಾ ದಿನವನ್ನು ಪ್ರತಿ ವರ್ಷ ಮಾರ್ಚ್ 1 ರಂದು ಆಚರಿಸಲಾಗುತ್ತದೆ. ನಾಗರಿಕ ರಕ್ಷಣೆಯ ಮಹತ್ವವನ್ನು ಗಮನ ಸೆಳೆಯಲು ಮತ್ತು ವಿಪತ್ತುಗಳ ವಿರುದ್ಧ ಹೋರಾಡುವವರ ಪ್ರಯತ್ನಗಳು ಮತ್ತು ತ್ಯಾಗಗಳಿಗೆ ಗೌರವ ಸಲ್ಲಿಸಲು ವಿಶ್ವ ನಾಗರಿಕ ರಕ್ಷಣಾ ದಿನವನ್ನು ಆಚರಿಸಲಾಗುತ್ತದೆ. ವಿಶ್ವ ನಾಗರಿಕ ರಕ್ಷಣಾ ದಿನವನ್ನು 1990 ರಲ್ಲಿ ಅಂತಾರಾಷ್ಟ್ರೀಯ ನಾಗರಿಕ ರಕ್ಷಣಾ ಸಂಸ್ಥೆ ಸಾಮಾನ್ಯ ಸಭೆಯು ಘೋಷಿಸಿತು. 1972 ರಲ್ಲಿ ಅಂತರಾಷ್ಟ್ರೀಯ ನಾಗರಿಕ ರಕ್ಷಣಾ ಸಂಸ್ಥೆಯ ಸಂವಿಧಾನವು ಅಂತರ-ಸರ್ಕಾರಿ ಸಂಸ್ಥೆಯಾಗಿ ಜಾರಿಗೆ ಬಂದ ದಿನವನ್ನು ಸ್ಮರಿಸುತ್ತದೆ. ಅಂತರಾಷ್ಟ್ರೀಯ ನಾಗರಿಕ ರಕ್ಷಣಾ ಸಂಸ್ಥೆಯನ್ನು 1931 ರಲ್ಲಿ ಫ್ರೆಂಚ್ ಜನರಲ್ ಸರ್ಜನ್ ಜಾರ್ಜ್ ಸೇಂಟ್ ಪಾಲ್ ಸ್ಥಾಪಿಸಿದ್ದರು. ಈ ಸಂಸ್ಥೆಯನ್ನು ಜೂನ್ 1935 ರಲ್ಲಿ ಫ್ರೆಂಚ್ ಸಂಸತ್ತು ಗುರುತಿಸಿತು ಮತ್ತು 1972 ರಲ್ಲಿ ಅಂತರ ಸರ್ಕಾರಿ ಸಂಸ್ಥೆಯಾಗಿ ಗುರುತಿಸಲಾಯಿತು. ನೈಸರ್ಗಿಕ ವಿಕೋಪಗಳು, ಅಪಘಾತಗಳು ಮತ್ತು ಇತರ ಬಿಕ್ಕಟ್ಟುಗಳಿಂದ ಜನರ ಮತ್ತು ಆಸ್ತಿಗಳ ರಕ್ಷಣೆಯ ಕುರಿತು ನಾಗರಿಕ ರಕ್ಷಣೆಯ ಮಹತ್ವದ ಬಗ್ಗೆ ಜಾಗೃತಿ ಮೂಡಿಸುವುದು ಈ ದಿನದ ಗುರಿಯಾಗಿದೆ. bbox=[53, 165, 228, 575]
yogi-byline: ಟಿ.ಎಸ್. ನಾಗೇಂದ್ರ ಬಾಬು bbox=[53, 1551, 167, 1566]
page-number: 7 bbox=[1503, 6, 1522, 39]
authority-caption: ಮಾಲೂರು ನಗರದ ಆರೋಗ್ಯ ಕೇಂದ್ರದಲ್ಲಿ ಬಿಳ್ಕೊಡುಗೆ ಕಾರ್ಯಕ್ರಮದಲ್ಲಿ ತಾಲೂಕು ಆರೋಗ್ಯ ಇಲಾಖೆ ವತಿಯಿಂದ ನಿವೃತ್ತಿ ಹೊಂದುತ್ತಿರುವ ಹಿರಿಯ ಪ್ರಾಥಮಿಕ ಆರೋಗ್ಯ ಸುರಕ್ಷಾಧಿಕಾರಿ ಸರಸ್ವತಮ್ಮ ಸನ್ಮಾನಿಸಲಾಯಿತು. bbox=[1013, 302, 1343, 343]
festivals-side: ಊರಿನ ಸಂಪ್ರದಾಯ ಮತ್ತು ಸಂಸ್ಕೃತಿಯನ್ನು ಉಳಿಸಲು ದೇವತಾ ಕಾರ್ಯಕ್ರಮಗಳಲ್ಲಿ ಭಾಗವಹಿಸಿ ದಾನ ನಮ್ಮಲ್ಲಿ ಭಕ್ತಿ ಬೆಳೆಸಬೇಕು. ದೇವರ ಕೃಪೆ ಎಲ್ಲರ ಮೇಲಿರಲಿ ಎಂದು ಹೇಳಿದರು. bbox=[1003, 1443, 1157, 1528]
vehicle-item: 5. KA 51 EJ 1408 bbox=[1185, 2156, 1280, 2169]
sanitation-col-2: ಸಂಗ್ರಹವಾಗುವ ಘನ ತ್ಯಾಜ್ಯವನ್ನು ರಸ್ತೆ ಬದಿಯಲ್ಲಿ ಕಸವನ್ನು ಎಲ್ಲೆಂದರಲ್ಲಿ ಹಾಕದೆ ಹಸಿ ಕಸ ಹಾಗೂ ಒಣ ಕಸವನ್ನು ವಿಂಗಡಿಸಿ ನಗರಸಭೆಯಿಂದ ಪ್ರತಿನಿತ್ಯ ಕಸ ಸಂಗ್ರಹಿಸಲು ಬರುವ ಆಟೋ ಟಿಪ್ಪರ್‌ಗಳಿಗೆ ನೀಡಬೇಕು. ನಗರವನ್ನು ಸ್ವಚ್ಛವಾಗಿಟ್ಟುಕೊಳ್ಳುವುದು ನಮ್ಮೆಲ್ಲರ ಜವಾಬ್ದಾರಿಯಾಗಿದೆ ಎಂದು ಮನವಿ ಮಾಡಿದರು. bbox=[239, 1272, 414, 1394]
auction-title: ಹೆಬ್ಬೂರು ಪೊಲೀಸ್ ಠಾಣೆ, ಹೆಬ್ಬೂರು bbox=[1244, 1864, 1460, 1885]
marikamba-photo bbox=[984, 844, 1346, 1016]
car-headline: ಕಾರು ಅಪಘಾತ,ವ್ಯಕ್ತಿ ಸಾವು bbox=[1244, 1349, 1458, 1378]
vehicle-item: 2. KA 42 E 1254 bbox=[1185, 2088, 1276, 2101]
issue-date: ಭಾನುವಾರ 01 ಮಾರ್ಚ್ 2026 | Sunday 01 March 2026 bbox=[1059, 13, 1373, 28]
civil-defence-col-2: ನಾಗರಿಕ ರಕ್ಷಣೆಯು ವಿಪತ್ತುಗಳ ವಿರುದ್ಧ ರಕ್ಷಣೆಯ ಸಾಧನವಾಗಿ ಕಾರ್ಯನಿರ್ವಹಿಸುವುದಲ್ಲದೆ, ಸಮುದಾಯದ ಒಗ್ಗಟ್ಟು, ಜಾಗೃತಿ ಮತ್ತು ಜವಾಬ್ದಾರಿಯನ್ನು ಉತ್ತೇಜಿಸುತ್ತದೆ. ಈ ದಿನವು ನಾಗರಿಕರು ತುರ್ತು ಪರಿಸ್ಥಿತಿಗಳಿಗೆ ಸಿದ್ಧರಾಗಲು ಮತ್ತು ಸುರಕ್ಷತಾ ಕ್ರಮಗಳನ್ನು ಅಳವಡಿಸಿಕೊಳ್ಳಲು ಪ್ರೇರೇಪಿಸುತ್ತದೆ. ಇದರಿಂದಾಗಿ ಸಮಾಜವನ್ನು ಸುರಕ್ಷಿತ ಮತ್ತು ಬಲಿಷ್ಠವಾಗಿಸುತ್ತದೆ. 20 ನೇ ಶತಮಾನದಲ್ಲಿ ಈ ದಿನವು ಹುಟ್ಟಿಕೊಂಡಿತು, ಆಗ ಜಗತ್ತು ಸಮಾಜ, ತಂತ್ರಜ್ಞಾನ ಮತ್ತು ರಾಜಕೀಯದಲ್ಲಿ ತ್ವರಿತ ಬದಲಾವಣೆಗಳನ್ನು ಅನುಭವಿಸುತ್ತಿತ್ತು. ನಾಗರಿಕ ರಕ್ಷಣೆಯ ವಿಷಯಕ್ಕೆ ಪ್ರಪಂಚದ ಗಮನವನ್ನು ಸೆಳೆಯಲು ಈ ದಿನವನ್ನು ಸ್ಥಾಪಿಸಲಾಯಿತು. 1990 ರಲ್ಲಿ ಅಂತರಾಷ್ಟ್ರೀಯ ನಾಗರಿಕ ರಕ್ಷಣಾ ಸಂಸ್ಥೆ (ಐಸಿಡಿಒ) ನಾಗರಿಕ ರಕ್ಷಣೆಯ ಮಹತ್ವದ ಬಗ್ಗೆ ಜನರಲ್ಲಿ ಅರಿವು ಮೂಡಿಸಲು ಮತ್ತು ಸಮಾಜವನ್ನು ವಿಪತ್ತುಗಳಿಂದ ಸುರಕ್ಷಿತವಾಗಿಡುವ ಪ್ರಯತ್ನಗಳನ್ನು ಪ್ರೋತ್ಸಾಹಿಸಲು ಮಾರ್ಚ್ 1 ರಂದು ವಿಶ್ವ ನಾಗರಿಕ ರಕ್ಷಣಾ ದಿನವೆಂದು ಘೋಷಿಸಿತು. bbox=[239, 165, 419, 521]
vehicle-item: 8. Black Colour Without Number Plate Bike bbox=[1380, 2071, 1516, 2101]
